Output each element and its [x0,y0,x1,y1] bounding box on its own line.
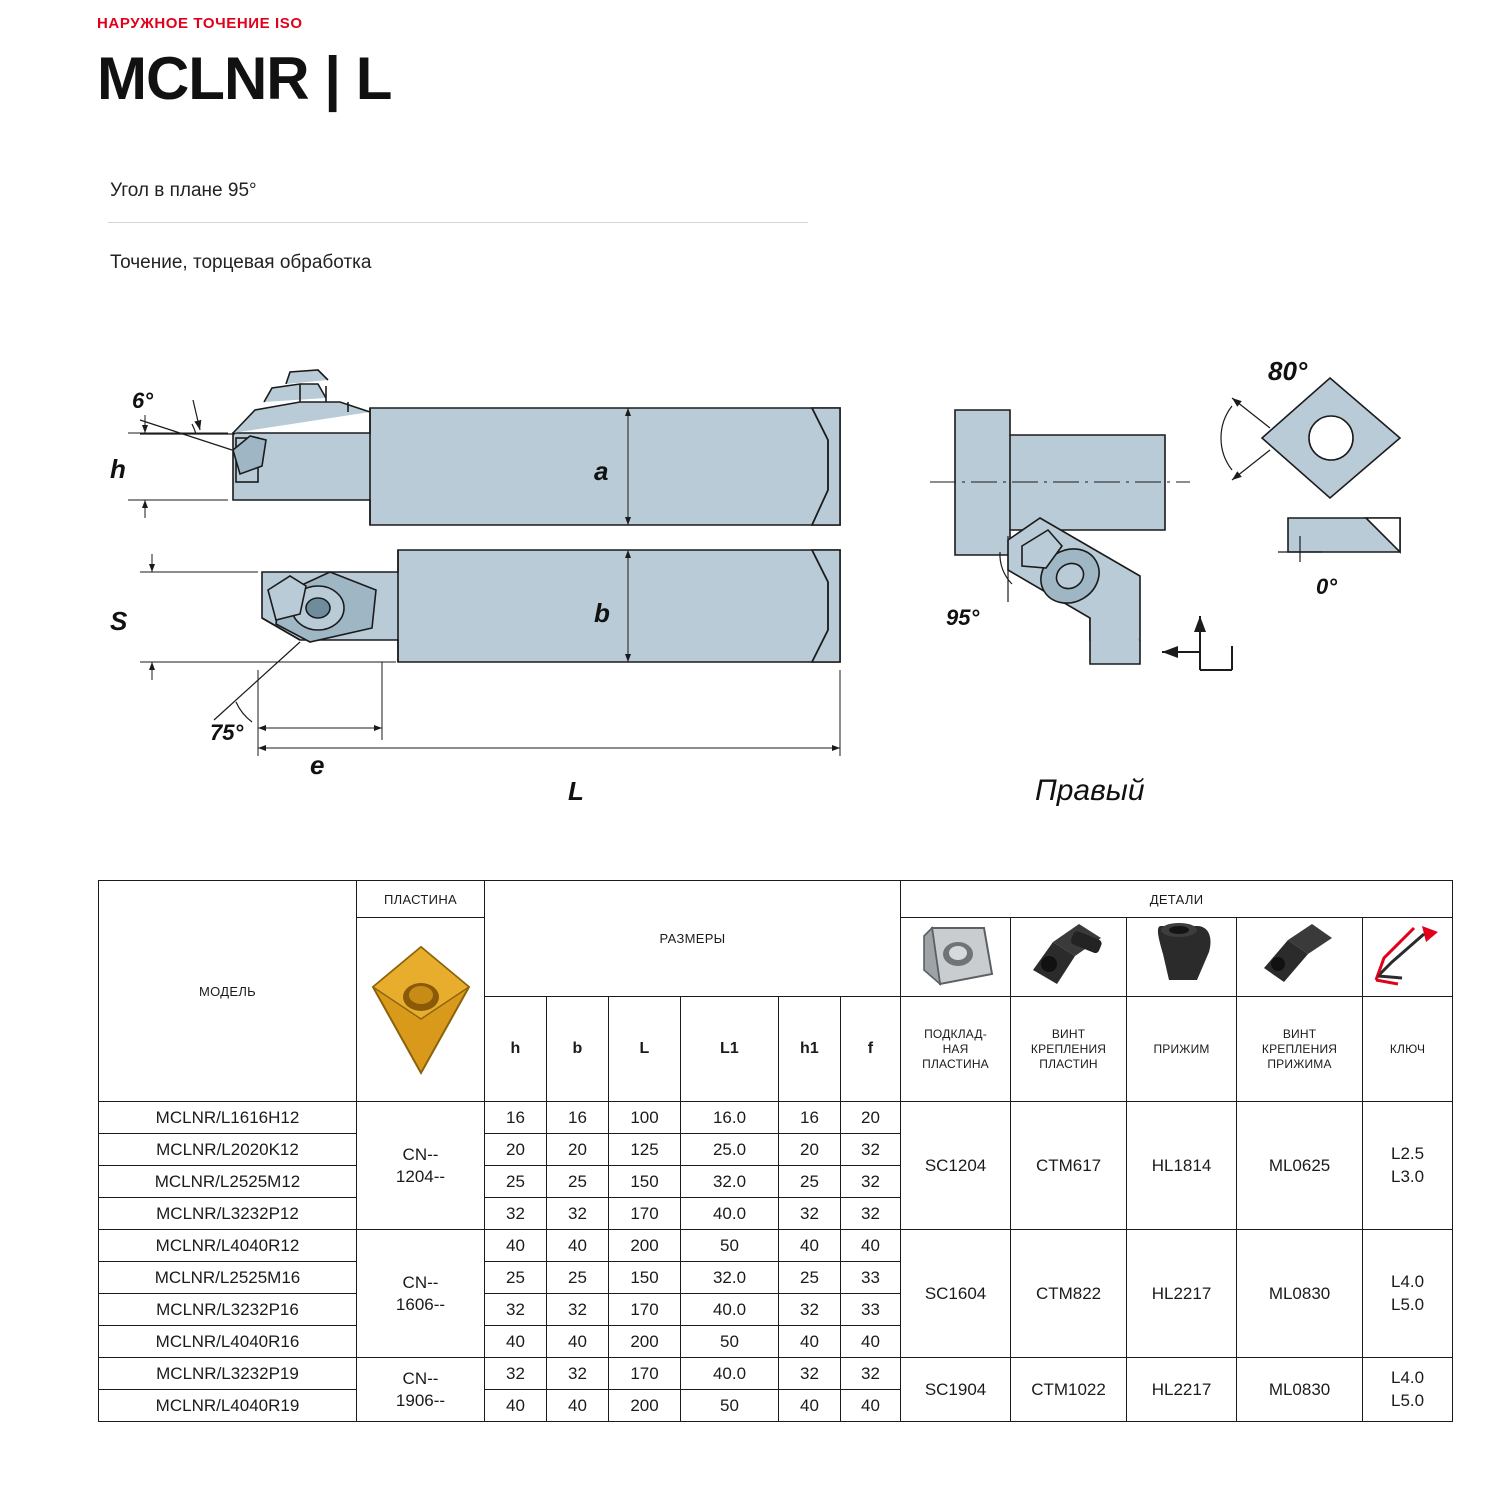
part-key [1363,1358,1453,1422]
dim-b: 40 [547,1326,609,1358]
dim-f: 33 [841,1262,901,1294]
dim-f: 40 [841,1326,901,1358]
dim-f: 32 [841,1134,901,1166]
part-key-line1: L4.0 [1390,1368,1425,1388]
header-clamp-screw-line2: КРЕПЛЕНИЯ [1261,1041,1338,1056]
insert-thumbnail-cell [357,918,485,1102]
label-b: b [594,598,610,628]
insert-icon [365,935,477,1085]
dim-f: 40 [841,1390,901,1422]
label-95deg: 95° [946,605,980,630]
dim-h: 40 [485,1326,547,1358]
top-view-shank [233,408,840,525]
technical-drawing [0,340,1500,840]
header-insert-screw-line3: ПЛАСТИН [1039,1056,1098,1071]
page-title: MCLNR | L [97,45,392,112]
table-header-row-1 [99,881,1453,918]
part-clamp: HL2217 [1127,1230,1237,1358]
insert-group [357,1230,485,1358]
clamp-screw-thumbnail-cell [1237,918,1363,997]
model-name[interactable]: MCLNR/L4040R12 [99,1230,357,1262]
dim-b: 40 [547,1230,609,1262]
insert-group [357,1358,485,1422]
label-75deg: 75° [210,720,244,745]
model-name[interactable]: MCLNR/L3232P19 [99,1358,357,1390]
label-L: L [568,776,584,806]
dim-L1: 16.0 [681,1102,779,1134]
header-L-label: L [639,1040,650,1057]
dim-h: 32 [485,1198,547,1230]
header-divider [108,222,808,223]
dim-h: 16 [485,1102,547,1134]
header-h-label: h [510,1040,521,1057]
dim-L1: 40.0 [681,1294,779,1326]
insert-group [357,1102,485,1230]
header-L1 [681,997,779,1102]
part-key-line2: L3.0 [1390,1166,1425,1186]
shim-thumbnail-cell [901,918,1011,997]
model-name[interactable]: MCLNR/L4040R19 [99,1390,357,1422]
lead-angle-text: Угол в плане 95° [110,180,257,201]
part-insert-screw: CTM617 [1011,1102,1127,1230]
dim-h: 40 [485,1230,547,1262]
part-insert-screw: CTM1022 [1011,1358,1127,1422]
insert-screw-icon [1023,918,1115,996]
header-L1-label: L1 [719,1040,740,1057]
part-key-line2: L5.0 [1390,1294,1425,1314]
insert-group-line1: CN-- [402,1273,439,1293]
header-clamp-screw-line3: ПРИЖИМА [1267,1056,1332,1071]
label-a: a [594,456,609,486]
model-name[interactable]: MCLNR/L1616H12 [99,1102,357,1134]
dim-h: 25 [485,1166,547,1198]
wrench-key-icon [1368,918,1448,996]
header-shim-line1: ПОДКЛАД- [924,1026,987,1041]
clamp-screw-icon [1254,918,1346,996]
spec-table-wrapper [98,880,1426,1422]
spec-table [98,880,1453,1422]
part-key [1363,1102,1453,1230]
header-insert-screw-line2: КРЕПЛЕНИЯ [1030,1041,1107,1056]
header-h1-label: h1 [799,1040,820,1057]
part-shim: SC1204 [901,1102,1011,1230]
part-shim: SC1604 [901,1230,1011,1358]
dim-b: 25 [547,1262,609,1294]
part-shim: SC1904 [901,1358,1011,1422]
clamp-icon [1139,918,1225,996]
dim-h1: 25 [779,1166,841,1198]
header-clamp-screw [1237,997,1363,1102]
dim-b: 16 [547,1102,609,1134]
dim-h1: 20 [779,1134,841,1166]
insert-group-line1: CN-- [402,1145,439,1165]
application-text: Точение, торцевая обработка [110,252,372,273]
dim-L1: 40.0 [681,1198,779,1230]
dim-f: 20 [841,1102,901,1134]
header-f-label: f [867,1040,874,1057]
header-insert-screw [1011,997,1127,1102]
dim-L: 125 [609,1134,681,1166]
label-h: h [110,454,126,484]
dim-L: 170 [609,1294,681,1326]
dim-L1: 40.0 [681,1358,779,1390]
insert-group-line1: CN-- [402,1369,439,1389]
dim-h: 25 [485,1262,547,1294]
dim-b: 40 [547,1390,609,1422]
part-clamp-screw: ML0625 [1237,1102,1363,1230]
dim-L: 200 [609,1390,681,1422]
model-name[interactable]: MCLNR/L3232P12 [99,1198,357,1230]
dim-h1: 40 [779,1326,841,1358]
part-key [1363,1230,1453,1358]
dim-L1: 25.0 [681,1134,779,1166]
dim-h: 20 [485,1134,547,1166]
table-row [99,1102,1453,1134]
label-e: e [310,750,325,780]
insert-group-line2: 1906-- [395,1390,446,1410]
dim-L: 200 [609,1230,681,1262]
dim-h1: 32 [779,1358,841,1390]
dim-L: 170 [609,1198,681,1230]
table-row [99,1358,1453,1390]
dim-h1: 25 [779,1262,841,1294]
label-S: S [110,606,128,636]
dim-b: 32 [547,1358,609,1390]
dim-h1: 32 [779,1294,841,1326]
header-insert: ПЛАСТИНА [357,881,485,918]
insert-screw-thumbnail-cell [1011,918,1127,997]
dim-h1: 32 [779,1198,841,1230]
header-shim-line3: ПЛАСТИНА [922,1056,989,1071]
header-shim-line2: НАЯ [942,1041,969,1056]
header-L [609,997,681,1102]
dim-L1: 32.0 [681,1166,779,1198]
header-clamp: ПРИЖИМ [1127,997,1237,1102]
header-clamp-screw-line1: ВИНТ [1282,1026,1317,1041]
model-name[interactable]: MCLNR/L3232P16 [99,1294,357,1326]
part-key-line1: L4.0 [1390,1272,1425,1292]
dim-f: 32 [841,1198,901,1230]
model-name[interactable]: MCLNR/L4040R16 [99,1326,357,1358]
header-b-label: b [572,1040,583,1057]
dim-L: 150 [609,1166,681,1198]
dim-f: 32 [841,1166,901,1198]
dim-b: 32 [547,1294,609,1326]
header-h1 [779,997,841,1102]
model-name[interactable]: MCLNR/L2525M12 [99,1166,357,1198]
dim-L: 150 [609,1262,681,1294]
header-dimensions [485,881,901,997]
dim-L1: 32.0 [681,1262,779,1294]
dim-f: 33 [841,1294,901,1326]
part-clamp: HL1814 [1127,1102,1237,1230]
dim-L: 170 [609,1358,681,1390]
part-clamp-screw: ML0830 [1237,1358,1363,1422]
part-clamp: HL2217 [1127,1358,1237,1422]
dim-L1: 50 [681,1230,779,1262]
label-hand: Правый [1035,774,1145,807]
dim-h1: 40 [779,1390,841,1422]
dim-b: 25 [547,1166,609,1198]
label-0deg: 0° [1316,574,1338,599]
dim-L: 200 [609,1326,681,1358]
dim-b: 32 [547,1198,609,1230]
header-parts: ДЕТАЛИ [901,881,1453,918]
header-model: МОДЕЛЬ [99,881,357,1102]
label-80deg: 80° [1268,356,1308,386]
insert-group-line2: 1606-- [395,1294,446,1314]
header-f [841,997,901,1102]
shim-icon [914,918,998,996]
part-insert-screw: CTM822 [1011,1230,1127,1358]
insert-group-line2: 1204-- [395,1166,446,1186]
header-shim [901,997,1011,1102]
key-thumbnail-cell [1363,918,1453,997]
dim-L: 100 [609,1102,681,1134]
dim-h: 32 [485,1358,547,1390]
dim-h1: 40 [779,1230,841,1262]
header-h [485,997,547,1102]
part-key-line1: L2.5 [1390,1144,1425,1164]
part-key-line2: L5.0 [1390,1390,1425,1410]
dim-b: 20 [547,1134,609,1166]
model-name[interactable]: MCLNR/L2525M16 [99,1262,357,1294]
header-dimensions-label: РАЗМЕРЫ [659,931,726,946]
header-b [547,997,609,1102]
table-row [99,1230,1453,1262]
label-6deg: 6° [132,388,154,413]
header-key: КЛЮЧ [1363,997,1453,1102]
category-eyebrow: НАРУЖНОЕ ТОЧЕНИЕ ISO [97,15,303,32]
dim-h1: 16 [779,1102,841,1134]
dim-f: 32 [841,1358,901,1390]
dim-L1: 50 [681,1326,779,1358]
model-name[interactable]: MCLNR/L2020K12 [99,1134,357,1166]
dim-L1: 50 [681,1390,779,1422]
part-clamp-screw: ML0830 [1237,1230,1363,1358]
clamp-thumbnail-cell [1127,918,1237,997]
dim-h: 32 [485,1294,547,1326]
header-insert-screw-line1: ВИНТ [1051,1026,1086,1041]
dim-h: 40 [485,1390,547,1422]
dim-f: 40 [841,1230,901,1262]
